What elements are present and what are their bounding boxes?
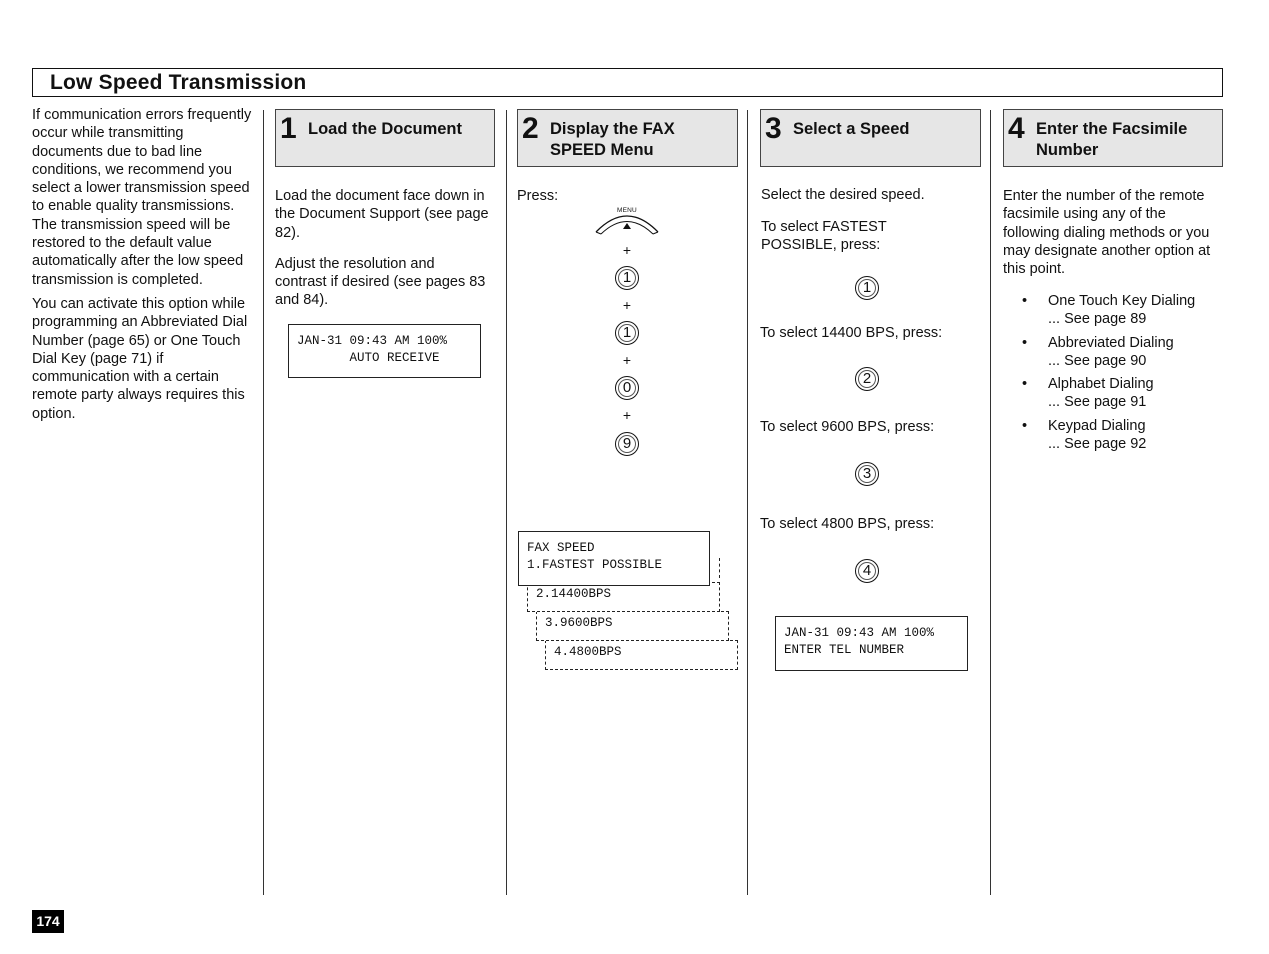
step-label: Enter the Facsimile Number [1036,120,1188,159]
step-number: 2 [522,112,539,145]
step-label: Select a Speed [793,120,910,138]
lcd-display-step-1 [288,324,481,378]
dialing-method-ref: ... See page 91 [1048,394,1147,411]
step-4-intro [1003,187,1223,291]
key-1-icon: 1 [615,321,639,345]
step-3-intro: Select the desired speed. [761,187,925,203]
step-4-paragraph: Enter the number of the remote facsimile using any of the following dialing methods or you may designate another option at this point. [1003,188,1211,278]
menu-key [593,206,661,244]
lcd-display-step-3 [775,616,968,671]
list-item [1022,417,1222,454]
dialing-method-name: Abbreviated Dialing [1048,334,1174,351]
lcd-line-1: JAN-31 09:43 AM 100% [784,626,935,640]
step-2-header [517,109,738,167]
press-label: Press: [517,188,559,204]
column-divider [506,110,507,895]
menu-key-label: MENU [617,207,637,214]
bullet: • [1022,376,1028,393]
menu-option-4800: 4.4800BPS [545,640,738,670]
step-1-paragraph-2: Adjust the resolution and contrast if desired (see pages 83 and 84). [275,255,486,309]
page-number: 174 [32,910,64,933]
step-label: Load the Document [308,120,463,138]
choice-4800-text: To select 4800 BPS, press: [760,516,935,532]
lcd-line-2: ENTER TEL NUMBER [784,643,905,657]
choice-9600-text: To select 9600 BPS, press: [760,419,935,435]
list-item [1022,375,1222,412]
step-1-paragraph-1: Load the document face down in the Document Support (see page 82). [275,188,489,241]
plus-sign: + [622,297,632,313]
plus-sign: + [622,407,632,423]
step-1-body [275,187,490,323]
plus-sign: + [622,242,632,258]
lcd-display-fax-speed [518,531,710,586]
dialing-method-ref: ... See page 90 [1048,352,1147,369]
dialing-method-name: One Touch Key Dialing [1048,293,1196,309]
key-4-icon: 4 [855,559,879,583]
column-divider [263,110,264,895]
title-box [32,68,1223,97]
intro-paragraph-1: If communication errors frequently occur while transmitting documents due to bad line conditions, we recommend you select a lower transmission speed to enable quality transmissions. The transmission speed will be restored to the default value automatically after the low speed transmission is completed. [32,107,252,288]
key-9-icon: 9 [615,432,639,456]
step-3-header [760,109,981,167]
column-divider [747,110,748,895]
dialing-method-name: Alphabet Dialing [1048,376,1154,393]
page-title: Low Speed Transmission [50,71,307,94]
dialing-method-name: Keypad Dialing [1048,417,1146,434]
key-0-icon: 0 [615,376,639,400]
lcd-line-2: AUTO RECEIVE [297,351,440,365]
dialing-method-ref: ... See page 92 [1048,436,1147,453]
plus-sign: + [622,352,632,368]
key-1-icon: 1 [855,276,879,300]
intro-paragraph-2: You can activate this option while programming an Abbreviated Dial Number (page 65) or One Touch Dial Key (page 71) if communication with a certain remote party always requires this option. [32,295,248,422]
menu-option-14400: 2.14400BPS [527,582,720,612]
dialing-methods-list [1022,292,1222,458]
bullet: • [1022,293,1028,309]
lcd-line-2: 1.FASTEST POSSIBLE [527,558,663,572]
lcd-line-1: FAX SPEED [527,541,595,555]
step-number: 1 [280,112,297,145]
bullet: • [1022,334,1028,351]
choice-14400-text: To select 14400 BPS, press: [760,325,943,341]
list-item [1022,292,1222,329]
step-1-header [275,109,495,167]
intro-column [32,106,254,429]
list-item [1022,334,1222,371]
key-1-icon: 1 [615,266,639,290]
step-4-header [1003,109,1223,167]
step-number: 3 [765,112,782,145]
lcd-line-1: JAN-31 09:43 AM 100% [297,334,448,348]
step-number: 4 [1008,112,1025,145]
choice-fastest-text: To select FASTEST POSSIBLE, press: [761,219,887,254]
column-divider [990,110,991,895]
step-label: Display the FAX SPEED Menu [550,120,675,159]
dialing-method-ref: ... See page 89 [1048,311,1147,328]
key-2-icon: 2 [855,367,879,391]
bullet: • [1022,417,1028,434]
key-3-icon: 3 [855,462,879,486]
menu-option-9600: 3.9600BPS [536,611,729,641]
